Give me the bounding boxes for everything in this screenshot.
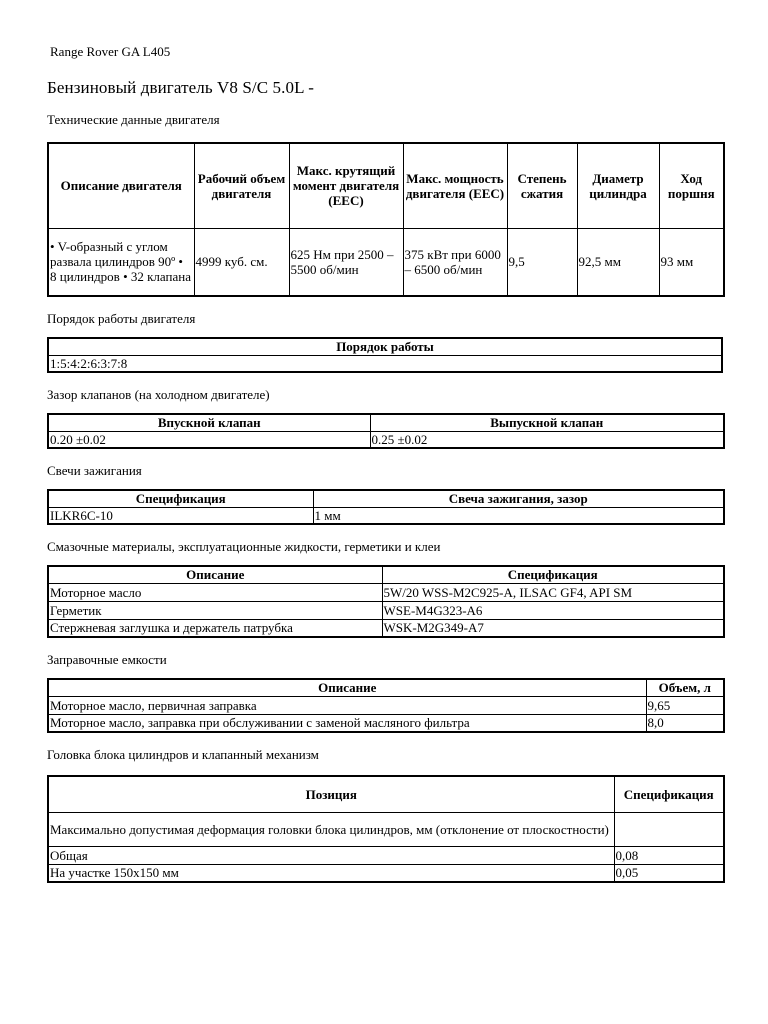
column-header: Описание [48,679,646,696]
table-cell: Моторное масло, первичная заправка [48,696,646,714]
table-row [48,583,724,601]
table-header-row [48,143,724,228]
table-header-row [48,338,722,355]
column-header: Макс. мощность двигателя (EEC) [403,143,507,228]
table-cell: 5W/20 WSS-M2C925-A, ILSAC GF4, API SM [382,583,724,601]
column-header: Диаметр цилиндра [577,143,659,228]
table-row [48,619,724,637]
section-spark-plugs: Свечи зажигания [47,463,142,478]
table-row [48,696,724,714]
table-header-row [48,679,724,696]
column-header: Рабочий объем двигателя [194,143,289,228]
table-cell: 0.25 ±0.02 [370,431,724,448]
section-capacities: Заправочные емкости [47,652,167,667]
table-cell: 4999 куб. см. [194,228,289,296]
capacities-table [47,678,725,733]
column-header: Макс. крутящий момент двигателя (EEC) [289,143,403,228]
table-cell: Моторное масло, заправка при обслуживании с заменой масляного фильтра [48,714,646,732]
table-cell: 375 кВт при 6000 – 6500 об/мин [403,228,507,296]
table-cell: 1:5:4:2:6:3:7:8 [48,355,722,372]
spark-plugs-table [47,489,725,525]
column-header: Спецификация [614,776,724,812]
table-cell: WSK-M2G349-A7 [382,619,724,637]
column-header: Порядок работы [48,338,722,355]
table-row [48,228,724,296]
section-valve-clearance: Зазор клапанов (на холодном двигателе) [47,387,270,402]
table-cell: 9,5 [507,228,577,296]
table-cell [614,812,724,846]
section-cylinder-head: Головка блока цилиндров и клапанный механизм [47,747,319,762]
column-header: Позиция [48,776,614,812]
table-row [48,864,724,882]
engine-specs-table [47,142,725,297]
lubricants-table [47,565,725,638]
section-lubricants: Смазочные материалы, эксплуатационные жидкости, герметики и клеи [47,539,441,554]
column-header: Спецификация [48,490,313,507]
table-row [48,355,722,372]
cylinder-head-table [47,775,725,883]
table-cell: 0.20 ±0.02 [48,431,370,448]
table-row [48,431,724,448]
table-cell: 8,0 [646,714,724,732]
table-cell: 625 Нм при 2500 – 5500 об/мин [289,228,403,296]
section-firing-order: Порядок работы двигателя [47,311,196,326]
table-cell: На участке 150х150 мм [48,864,614,882]
page-heading: Бензиновый двигатель V8 S/C 5.0L - [47,78,315,97]
table-cell: Герметик [48,601,382,619]
column-header: Свеча зажигания, зазор [313,490,724,507]
column-header: Спецификация [382,566,724,583]
table-row [48,601,724,619]
table-cell: 0,08 [614,846,724,864]
table-cell: ILKR6C-10 [48,507,313,524]
table-cell: Максимально допустимая деформация головки блока цилиндров, мм (отклонение от плоскостности) [48,812,614,846]
table-row [48,714,724,732]
table-header-row [48,566,724,583]
valve-clearance-table [47,413,725,449]
table-cell: 0,05 [614,864,724,882]
column-header: Впускной клапан [48,414,370,431]
table-cell: Стержневая заглушка и держатель патрубка [48,619,382,637]
table-row [48,846,724,864]
document-page [47,40,723,883]
table-row [48,812,724,846]
table-cell: Общая [48,846,614,864]
section-engine-specs: Технические данные двигателя [47,112,220,127]
table-cell: 92,5 мм [577,228,659,296]
table-cell: Моторное масло [48,583,382,601]
table-row [48,507,724,524]
column-header: Выпускной клапан [370,414,724,431]
table-header-row [48,776,724,812]
table-cell: 1 мм [313,507,724,524]
table-cell: WSE-M4G323-A6 [382,601,724,619]
document-title: Range Rover GA L405 [50,44,171,59]
firing-order-table [47,337,723,373]
column-header: Описание [48,566,382,583]
table-cell: • V-образный с углом развала цилиндров 90º • 8 цилиндров • 32 клапана [48,228,194,296]
column-header: Объем, л [646,679,724,696]
table-header-row [48,414,724,431]
column-header: Степень сжатия [507,143,577,228]
table-cell: 93 мм [659,228,724,296]
table-header-row [48,490,724,507]
column-header: Ход поршня [659,143,724,228]
column-header: Описание двигателя [48,143,194,228]
table-cell: 9,65 [646,696,724,714]
